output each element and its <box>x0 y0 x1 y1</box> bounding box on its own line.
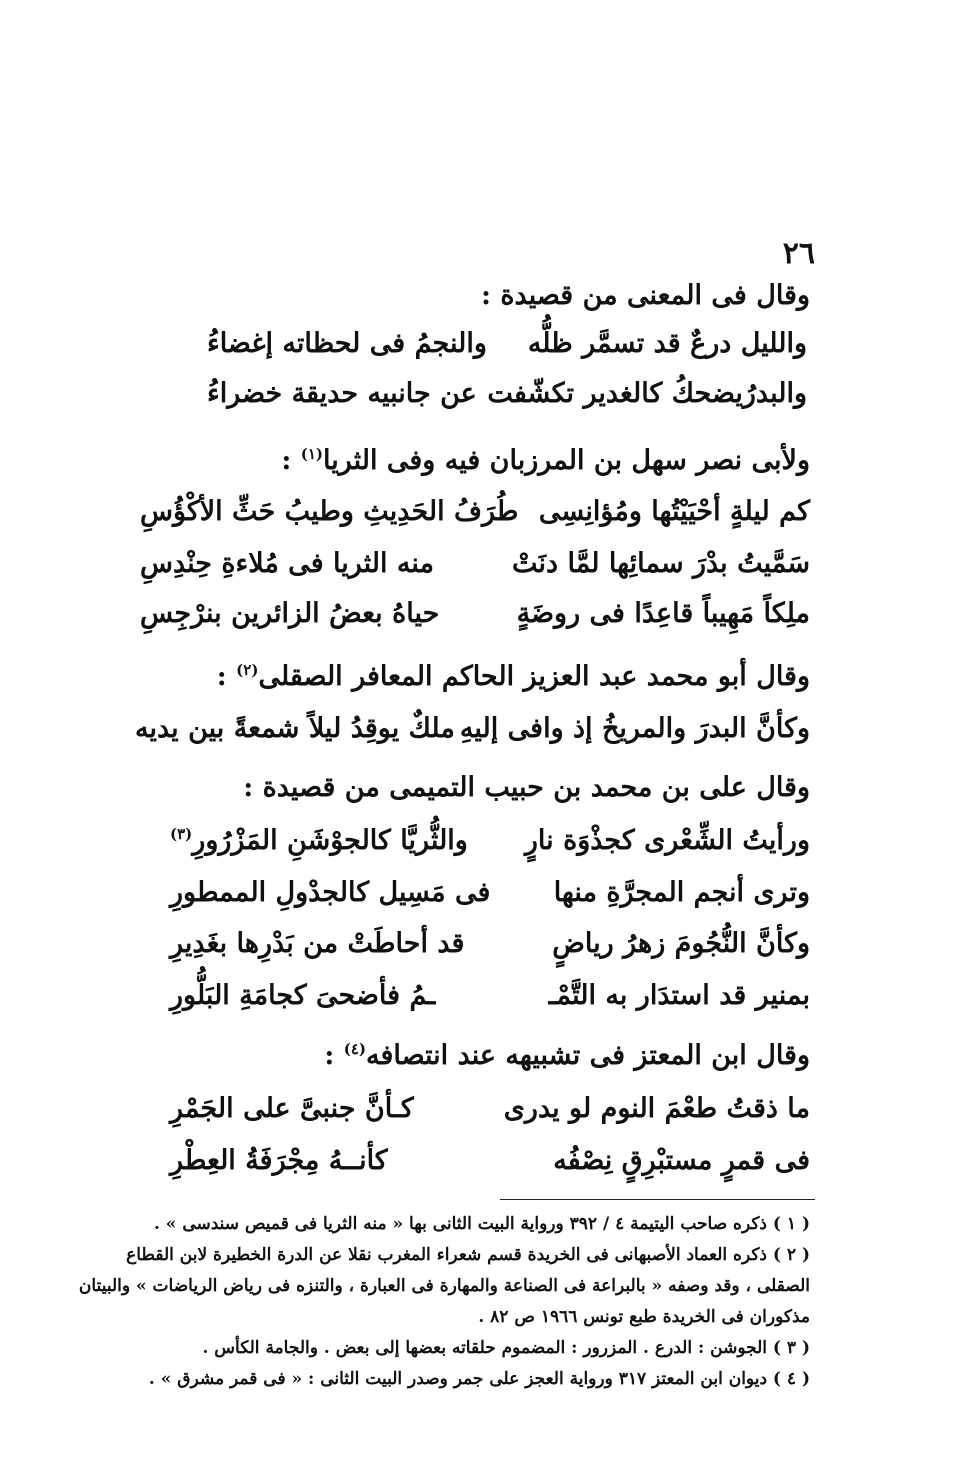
verse-first-hemistich: وكأنَّ النُّجُومَ زهرُ رياضٍ <box>552 928 810 959</box>
verse-first-hemistich: بمنير قد استدَار به التَّمْـ <box>548 980 810 1011</box>
verse-first-hemistich: ورأيتُ الشِّعْرى كجذْوَة نارٍ <box>524 825 810 856</box>
verse-line <box>170 980 810 1020</box>
footnote-separator <box>500 1199 815 1200</box>
verse-first-hemistich: والبدرُيضحكُ كالغدير تكشّفت <box>487 378 807 409</box>
verse-first-hemistich: فى قمرٍ مستبْرِقٍ نِصْفُه <box>553 1145 810 1176</box>
poem-intro: وقال فى المعنى من قصيدة : <box>481 280 810 311</box>
verse-first-hemistich: كم ليلةٍ أحْيَيْتُها ومُؤانِسِى <box>538 496 810 527</box>
footnote-ref: (٤) <box>343 1040 366 1058</box>
poem-intro <box>324 1040 810 1071</box>
verse-second-hemistich: فى مَسِيل كالجدْولِ الممطورِ <box>170 877 491 908</box>
verse-first-hemistich: ما ذقتُ طعْمَ النوم لو يدرى <box>503 1093 810 1124</box>
verse-second-hemistich: والنجمُ فى لحظاته إغضاءُ <box>207 328 487 359</box>
verse-first-hemistich: ملِكاً مَهِيباً قاعِدًا فى روضَةٍ <box>516 598 810 629</box>
poem-intro-text: وقال أبو محمد عبد العزيز الحاكم المعافر الصقلى <box>258 661 810 692</box>
verse-second-hemistich: حياهُ بعضُ الزائرين بنرْجِسِ <box>140 598 440 629</box>
poem-intro-text: ولأبى نصر سهل بن المرزبان فيه وفى الثريا <box>322 445 810 476</box>
verse-line <box>140 598 810 638</box>
poem-intro-text: وقال ابن المعتز فى تشبيهه عند انتصافه <box>365 1040 810 1071</box>
footnote: ( ٢ ) ذكره العماد الأصبهانى فى الخريدة قسم شعراء المغرب نقلا عن الدرة الخطيرة لابن القطاع <box>126 1245 810 1265</box>
verse-second-hemistich: طُرَفُ الحَدِيثِ وطيبُ حَثِّ الأكْؤُسِ <box>140 496 519 527</box>
footnote-continuation: الصقلى ، وقد وصفه « بالبراعة فى الصناعة والمهارة فى العبارة ، والتنزه فى رياض الرياضات » والبيتان <box>78 1276 810 1296</box>
verse-second-hemistich: منه الثريا فى مُلاءةِ حِنْدِسِ <box>140 548 434 579</box>
verse-line <box>140 548 810 588</box>
verse-first-hemistich: والليل درعٌ قد تسمَّر ظلُّه <box>527 328 807 359</box>
verse-line <box>207 378 807 418</box>
verse-line <box>170 877 810 917</box>
poem-intro <box>217 661 810 692</box>
verse-line <box>135 713 810 753</box>
verse-line <box>170 1145 810 1185</box>
verse-first-hemistich: وكأنَّ البدرَ والمريخُ إذ وافى إليهِ <box>459 713 810 744</box>
verse-line <box>207 328 807 368</box>
poem-intro <box>281 445 810 476</box>
verse-first-hemistich: وترى أنجم المجرَّةِ منها <box>553 877 810 908</box>
footnote: ( ١ ) ذكره صاحب اليتيمة ٤ / ٣٩٢ ورواية البيت الثانى بها « منه الثريا فى قميص سندسى » . <box>153 1214 810 1234</box>
verse-second-hemistich-text: والثُّريَّا كالجوْشَنِ المَزْرُورِ <box>192 825 468 856</box>
verse-second-hemistich <box>170 825 468 856</box>
verse-second-hemistich: قد أحاطَتْ من بَدْرِها بغَدِيرِ <box>170 928 465 959</box>
verse-line <box>170 928 810 968</box>
poem-intro-tail: : <box>324 1040 344 1071</box>
verse-second-hemistich: كأنــهُ مِجْرَفَةُ العِطْرِ <box>170 1145 388 1176</box>
verse-second-hemistich: كـأنَّ جنبىَّ على الجَمْرِ <box>170 1093 414 1124</box>
verse-line <box>170 1093 810 1133</box>
footnote-continuation: مذكوران فى الخريدة طبع تونس ١٩٦٦ ص ٨٢ . <box>478 1307 810 1327</box>
page-number: ٢٦ <box>782 236 815 271</box>
verse-line <box>170 825 810 865</box>
poem-intro-tail: : <box>281 445 301 476</box>
footnote-ref: (٣) <box>170 825 193 843</box>
footnote-ref: (١) <box>300 445 323 463</box>
verse-second-hemistich: ملكٌ يوقِدُ ليلاً شمعةً بين يديه <box>135 713 455 744</box>
footnote-ref: (٢) <box>236 661 259 679</box>
verse-first-hemistich: سَمَّيتُ بدْرَ سمائِها لمَّا دنَتْ <box>512 548 810 579</box>
poem-intro: وقال على بن محمد بن حبيب التميمى من قصيدة : <box>243 772 810 803</box>
verse-line <box>140 496 810 536</box>
verse-second-hemistich: ـمُ فأضحىَ كجامَةِ البَلُّورِ <box>170 980 436 1011</box>
poem-intro-tail: : <box>216 661 237 692</box>
verse-second-hemistich: عن جانبيه حديقة خضراءُ <box>207 378 477 409</box>
footnote: ( ٣ ) الجوشن : الدرع . المزرور : المضموم حلقاته بعضها إلى بعض . والجامة الكأس . <box>202 1338 810 1358</box>
footnote: ( ٤ ) ديوان ابن المعتز ٣١٧ ورواية العجز على جمر وصدر البيت الثانى : « فى قمر مشرق » . <box>148 1369 810 1389</box>
